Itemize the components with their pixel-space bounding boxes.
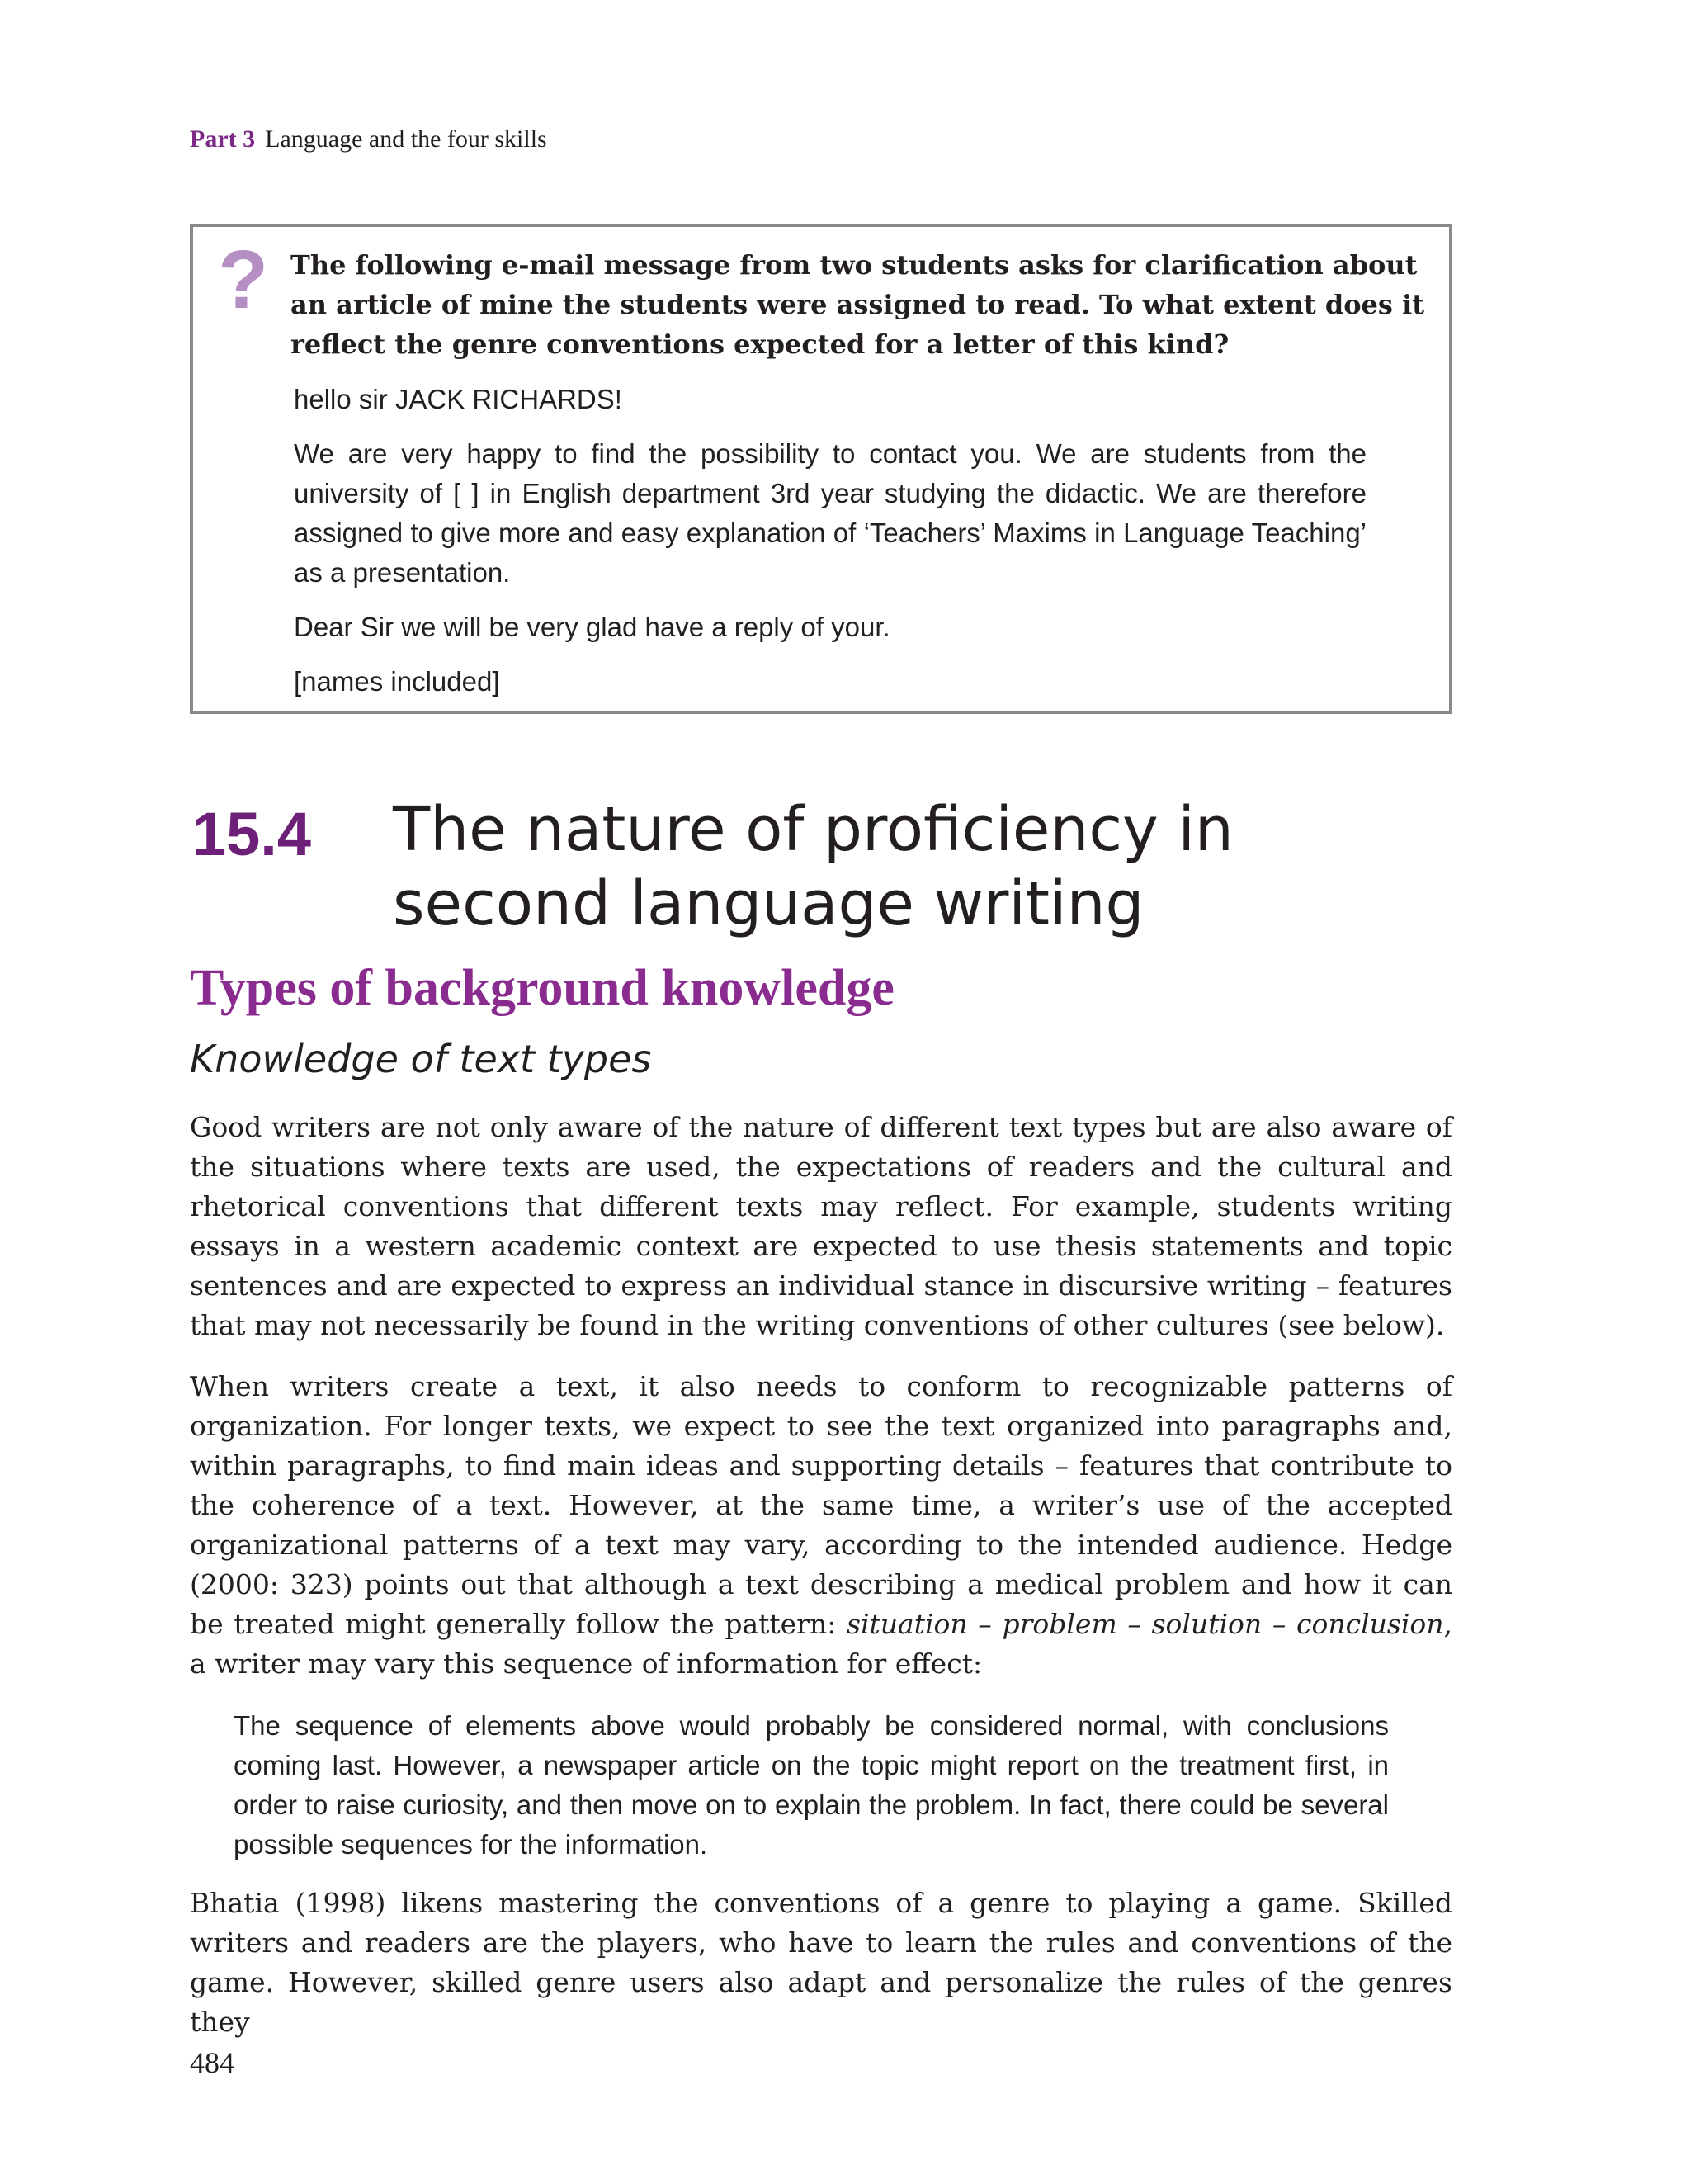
pattern-sequence: situation – problem – solution – conclusion (847, 1608, 1444, 1640)
email-closing: Dear Sir we will be very glad have a reply of your. (294, 612, 890, 642)
email-body: We are very happy to find the possibility to contact you. We are students from the university of [ ] in English department 3rd year studying the didactic. We are therefore assigned to give more and easy explanation of ‘Teachers’ Maxims in Language Teaching’ as a presentation. (294, 438, 1367, 588)
section-title: The nature of proficiency in second language writing (393, 794, 1234, 939)
section-number: 15.4 (192, 800, 312, 868)
email-message (294, 380, 1367, 716)
paragraph-text-types: Good writers are not only aware of the nature of different text types but are also aware of the situations where texts are used, the expectations of readers and the cultural and rhetorical conventions that different texts may reflect. For example, students writing essays in a western academic context are expected to use thesis statements and topic sentences and are expected to express an individual stance in discursive writing – features that may not necessarily be found in the writing conventions of other cultures (see below). (190, 1111, 1452, 1341)
email-signature: [names included] (294, 666, 500, 697)
running-head (190, 125, 547, 154)
page-number: 484 (190, 2046, 234, 2079)
paragraph-organization-end: , a writer may vary this sequence of information for effect: (190, 1608, 1452, 1680)
question-box (190, 224, 1452, 714)
running-head-part: Part 3 (190, 125, 256, 153)
paragraph-organization (190, 1367, 1452, 1684)
paragraph-genre-game: Bhatia (1998) likens mastering the conventions of a genre to playing a game. Skilled writers and readers are the players, who have to learn the rules and conventions of the game. However, skilled genre users also adapt and personalize the rules of the genres they (190, 1887, 1452, 2038)
question-mark-icon: ? (218, 234, 269, 326)
question-text: The following e-mail message from two students asks for clarification about an article of mine the students were assigned to read. To what extent does it reflect the genre conventions expected for a letter of this kind? (290, 249, 1424, 360)
subheading: Types of background knowledge (190, 960, 895, 1016)
email-greeting: hello sir JACK RICHARDS! (294, 384, 622, 414)
subsubheading: Knowledge of text types (190, 1037, 652, 1081)
block-quote: The sequence of elements above would probably be considered normal, with conclusions coming last. However, a newspaper article on the topic might report on the treatment first, in order to raise curiosity, and then move on to explain the problem. In fact, there could be several possible sequences for the information. (234, 1710, 1389, 1860)
paragraph-organization-start: When writers create a text, it also needs to conform to recognizable patterns of organization. For longer texts, we expect to see the text organized into paragraphs and, within paragraphs, to find main ideas and supporting details – features that contribute to the coherence of a text. However, at the same time, a writer’s use of the accepted organizational patterns of a text may vary, according to the intended audience. Hedge (2000: 323) points out that although a text describing a medical problem and how it can be treated might generally follow the pattern: (190, 1370, 1452, 1640)
running-head-title: Language and the four skills (265, 125, 547, 153)
